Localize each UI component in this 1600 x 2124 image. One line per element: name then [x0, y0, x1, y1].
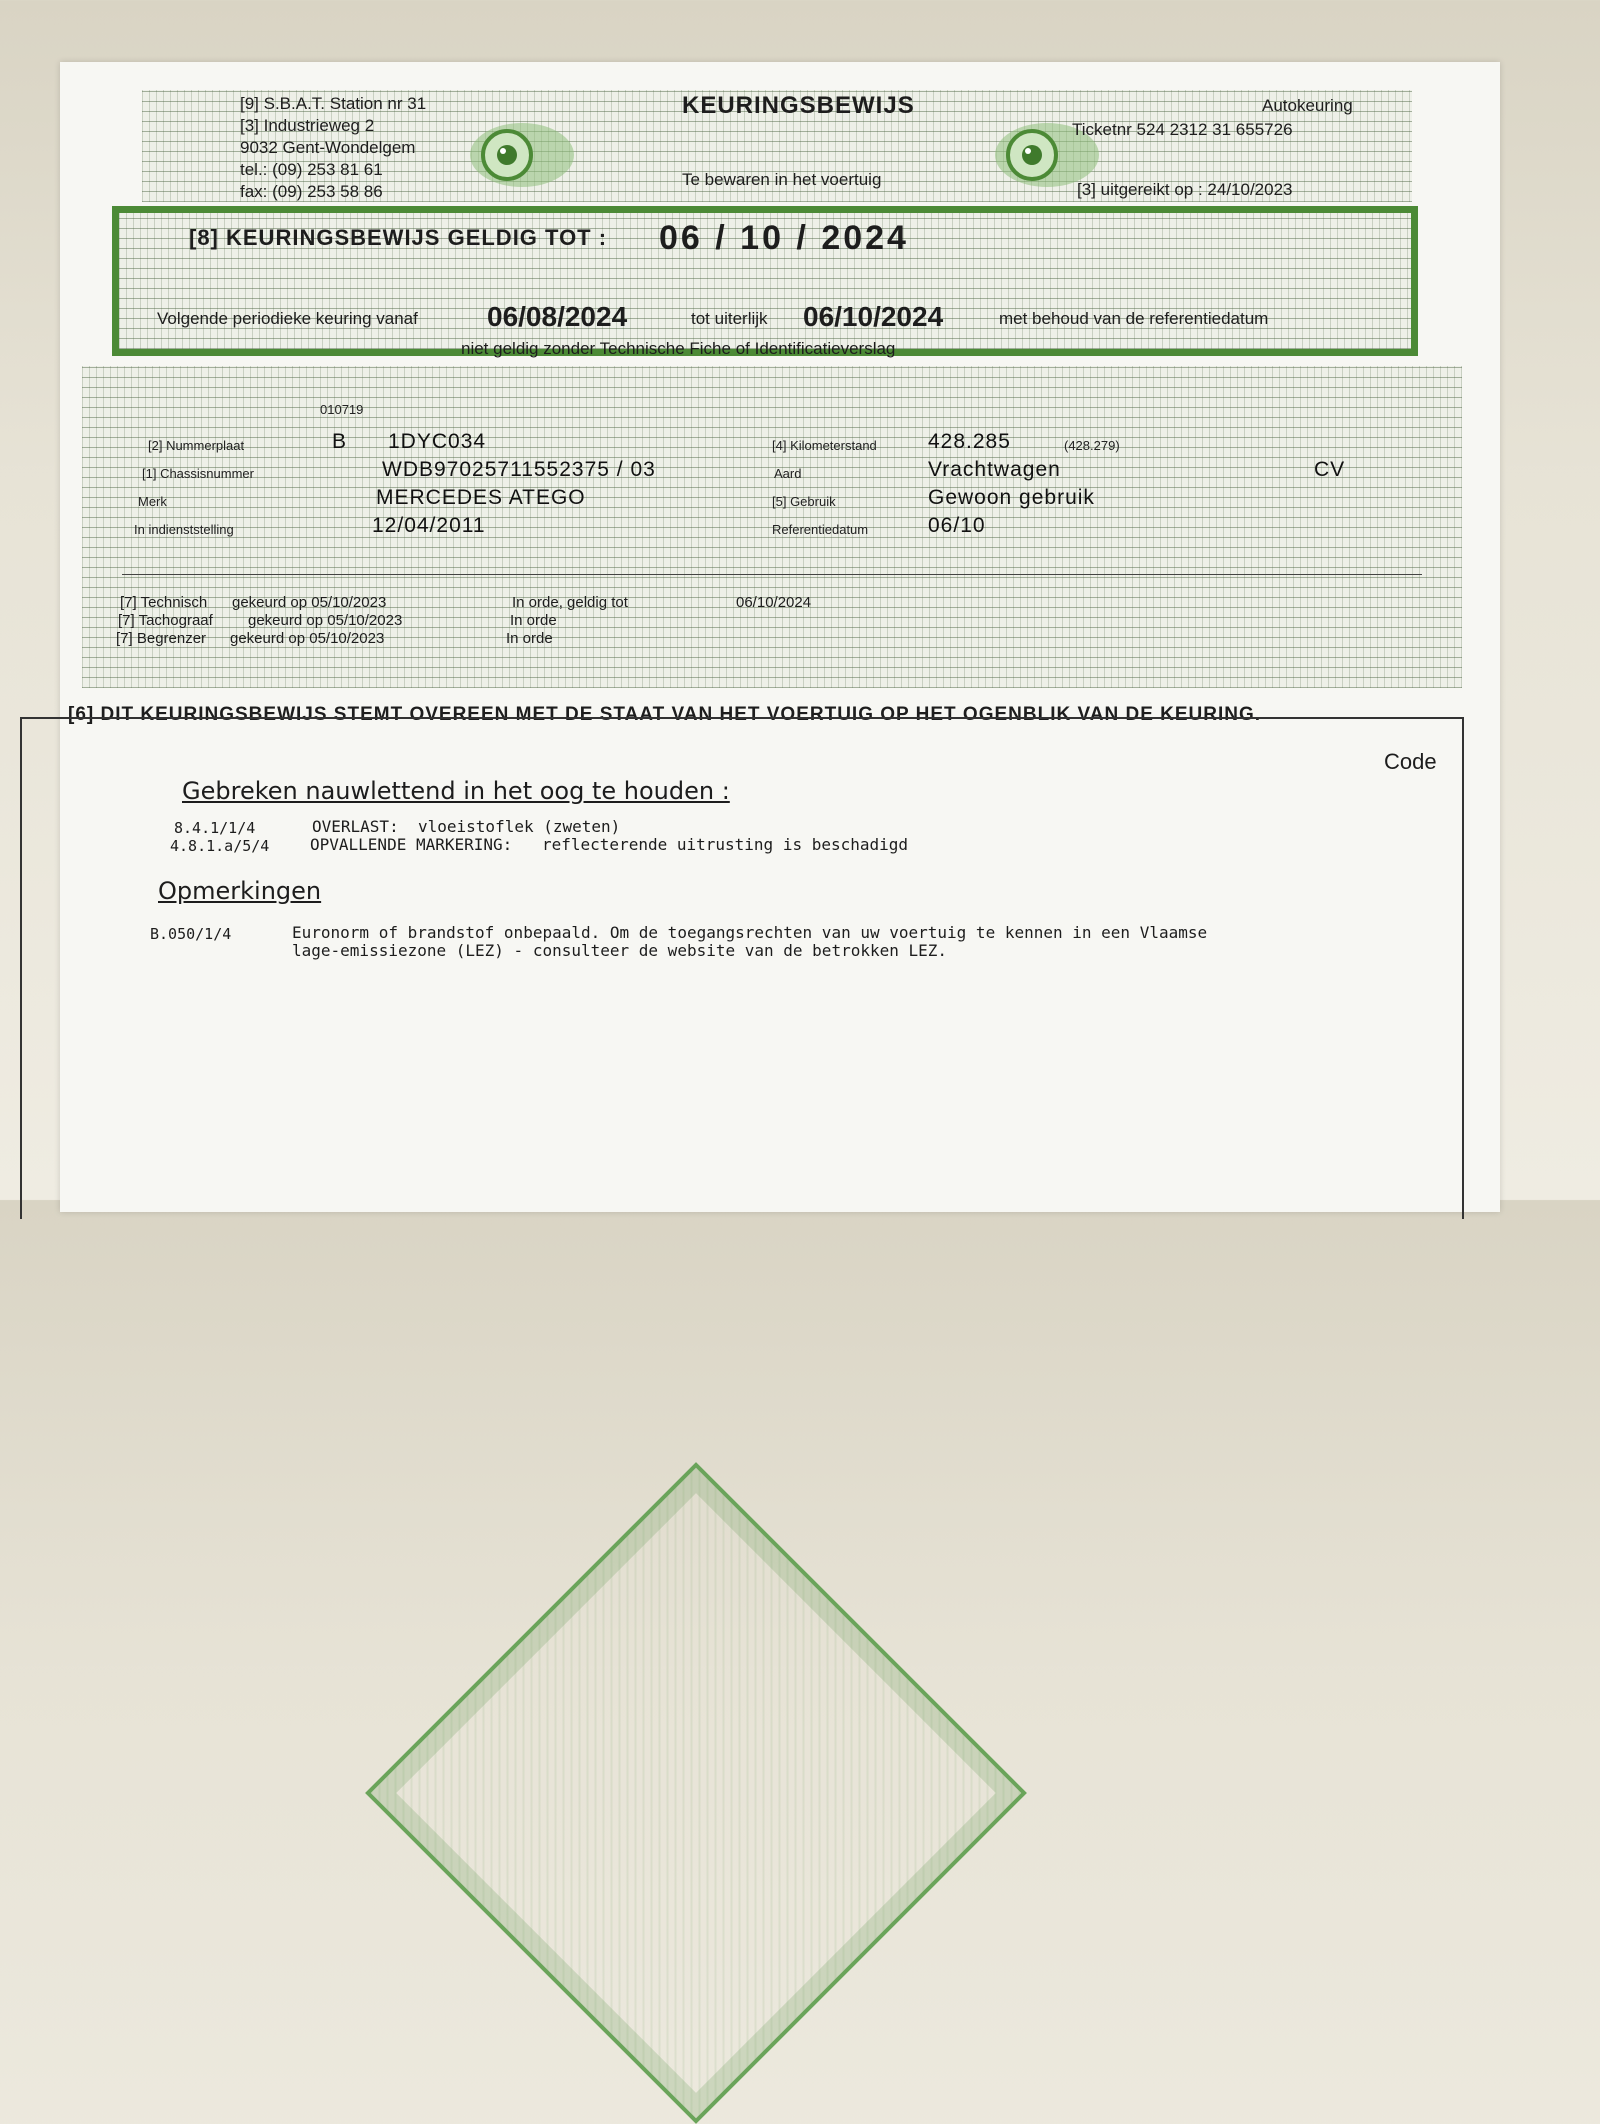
plate-number: 1DYC034: [388, 430, 487, 453]
brand-value: MERCEDES ATEGO: [376, 486, 586, 509]
remark-code: B.050/1/4: [150, 925, 232, 943]
defect-text: reflecterende uitrusting is beschadigd: [542, 835, 909, 854]
next-inspection-from: 06/08/2024: [487, 301, 628, 332]
inspection-type: Autokeuring: [1262, 96, 1353, 115]
use-value: Gewoon gebruik: [928, 486, 1095, 509]
defect-code: 4.8.1.a/5/4: [170, 837, 270, 855]
defects-section: [20, 717, 1464, 1219]
next-inspection-suffix: met behoud van de referentiedatum: [999, 309, 1269, 328]
conformity-statement: [6] DIT KEURINGSBEWIJS STEMT OVEREEN MET DE STAAT VAN HET VOERTUIG OP HET OGENBLIK VAN DE KEURING.: [68, 704, 1262, 725]
vehicle-code: 010719: [320, 402, 364, 417]
code-column-header: Code: [1384, 749, 1437, 774]
check-row-status: In orde, geldig tot: [512, 594, 628, 611]
certificate-header: [142, 90, 1412, 202]
defect-text: vloeistoflek (zweten): [418, 817, 621, 836]
station-name: [9] S.B.A.T. Station nr 31: [240, 94, 427, 113]
document-title: KEURINGSBEWIJS: [682, 92, 915, 119]
validity-note: niet geldig zonder Technische Fiche of Identificatieverslag: [461, 339, 896, 358]
next-inspection-prefix: Volgende periodieke keuring vanaf: [157, 309, 418, 328]
remark-line: Euronorm of brandstof onbepaald. Om de toegangsrechten van uw voertuig te kennen in een Vlaamse: [292, 923, 1208, 942]
service-date: 12/04/2011: [372, 514, 486, 537]
watermark-seal: [365, 1462, 1027, 2124]
keep-in-vehicle-note: Te bewaren in het voertuig: [682, 170, 882, 189]
check-row-label: [7] Tachograaf: [118, 612, 213, 629]
check-row-date: gekeurd op 05/10/2023: [248, 612, 403, 629]
validity-box: [112, 206, 1418, 356]
defect-title: OPVALLENDE MARKERING:: [310, 835, 513, 854]
plate-country: B: [332, 430, 348, 453]
defect-code: 8.4.1/1/4: [174, 819, 256, 837]
defects-heading: Gebreken nauwlettend in het oog te houden :: [182, 777, 730, 805]
service-date-label: In indienststelling: [134, 522, 234, 537]
valid-until-date: 06 / 10 / 2024: [659, 219, 909, 257]
remark-line: lage-emissiezone (LEZ) - consulteer de website van de betrokken LEZ.: [292, 941, 948, 960]
check-row-until: 06/10/2024: [736, 594, 812, 611]
km-previous: (428.279): [1064, 438, 1120, 453]
reference-date-label: Referentiedatum: [772, 522, 869, 537]
check-row-date: gekeurd op 05/10/2023: [230, 630, 385, 647]
station-fax: fax: (09) 253 58 86: [240, 182, 383, 201]
ticket-number: Ticketnr 524 2312 31 655726: [1072, 120, 1293, 139]
kind-code: CV: [1314, 458, 1346, 481]
remarks-heading: Opmerkingen: [158, 877, 322, 905]
eye-logo-icon: [467, 110, 577, 200]
station-city: 9032 Gent-Wondelgem: [240, 138, 416, 157]
check-row-date: gekeurd op 05/10/2023: [232, 594, 387, 611]
plate-label: [2] Nummerplaat: [148, 438, 245, 453]
next-inspection-to: 06/10/2024: [803, 301, 944, 332]
valid-until-label: [8] KEURINGSBEWIJS GELDIG TOT :: [189, 225, 608, 250]
check-row-status: In orde: [510, 612, 557, 629]
brand-label: Merk: [138, 494, 167, 509]
km-value: 428.285: [928, 430, 1011, 453]
defect-title: OVERLAST:: [312, 817, 399, 836]
chassis-label: [1] Chassisnummer: [142, 466, 254, 481]
vehicle-data-panel: [82, 366, 1462, 688]
reference-date: 06/10: [928, 514, 986, 537]
use-label: [5] Gebruik: [772, 494, 836, 509]
issued-date: [3] uitgereikt op : 24/10/2023: [1077, 180, 1293, 199]
chassis-number: WDB97025711552375 / 03: [382, 458, 656, 481]
check-row-label: [7] Begrenzer: [116, 630, 207, 647]
divider: [122, 574, 1422, 575]
check-row-label: [7] Technisch: [120, 594, 208, 611]
station-address: [3] Industrieweg 2: [240, 116, 375, 135]
next-inspection-mid: tot uiterlijk: [691, 309, 768, 328]
kind-label: Aard: [774, 466, 802, 481]
kind-value: Vrachtwagen: [928, 458, 1061, 481]
inspection-certificate: [60, 62, 1500, 1212]
km-label: [4] Kilometerstand: [772, 438, 877, 453]
station-phone: tel.: (09) 253 81 61: [240, 160, 383, 179]
check-row-status: In orde: [506, 630, 553, 647]
